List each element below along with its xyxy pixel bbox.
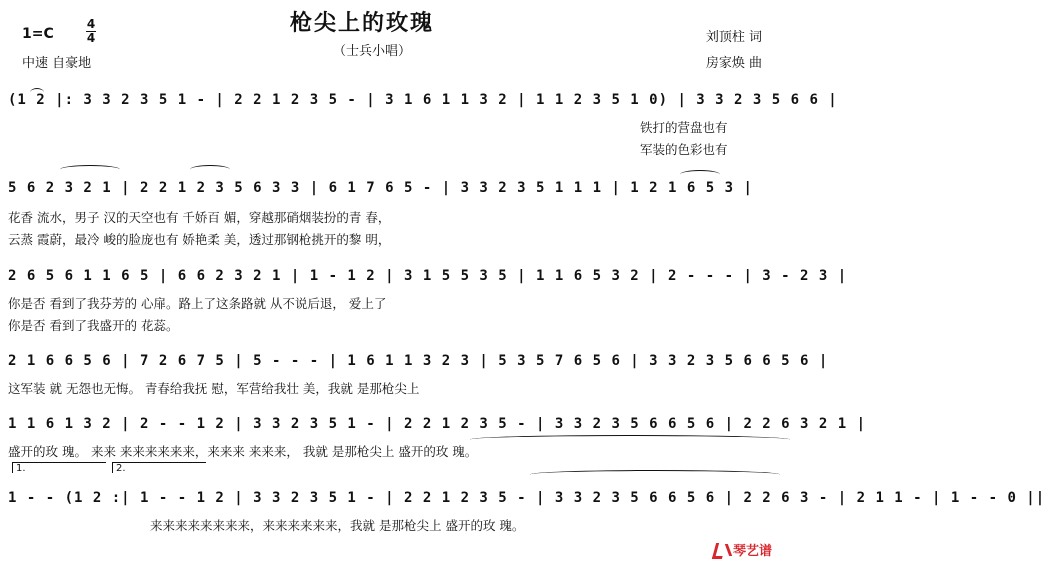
composer-credit: 房家焕 曲 (705, 56, 762, 71)
lyric-line-1-verse-2: 军装的色彩也有 (640, 142, 728, 157)
logo-icon (713, 542, 729, 558)
key-signature: 1=C (22, 26, 54, 42)
lyricist-credit: 刘顶柱 词 (705, 30, 762, 45)
notation-line-1: (1 2 |: 3 3 2 3 5 1 - | 2 2 1 2 3 5 - | 3 1 6 1 1 3 2 | 1 1 2 3 5 1 0) | 3 3 2 3 5 6 6 | (8, 92, 838, 108)
slur (190, 165, 230, 174)
song-subtitle: （士兵小唱） (333, 44, 412, 59)
lyric-line-5: 盛开的玫 瑰。 来来 来来来来来来，来来来 来来来， 我就 是那枪尖上 盛开的玫 瑰。 (8, 444, 478, 459)
lyric-line-3-verse-2: 你是否 看到了我盛开的 花蕊。 (8, 318, 179, 333)
time-signature (86, 18, 96, 45)
lyric-line-4: 这军装 就 无怨也无悔。 青春给我抚 慰，军营给我壮 美，我就 是那枪尖上 (8, 381, 420, 396)
watermark-logo (713, 540, 772, 559)
notation-line-3: 2 6 5 6 1 1 6 5 | 6 6 2 3 2 1 | 1 - 1 2 | 3 1 5 5 3 5 | 1 1 6 5 3 2 | 2 - - - | 3 - 2 3 | (8, 268, 848, 284)
notation-line-2: 5 6 2 3 2 1 | 2 2 1 2 3 5 6 3 3 | 6 1 7 6 5 - | 3 3 2 3 5 1 1 1 | 1 2 1 6 5 3 | (8, 180, 753, 196)
song-title: 枪尖上的玫瑰 (290, 11, 435, 36)
meter-top: 4 (86, 17, 96, 31)
meter-bottom: 4 (86, 31, 96, 45)
slur (530, 470, 780, 479)
lyric-line-2-verse-1: 花香 流水，男子 汉的天空也有 千娇百 媚，穿越那硝烟装扮的青 春， (8, 210, 391, 225)
slur (60, 165, 120, 174)
slur (680, 170, 720, 179)
lyric-line-2-verse-2: 云蒸 霞蔚，最冷 峻的脸庞也有 娇艳柔 美，透过那钢枪挑开的黎 明， (8, 232, 391, 247)
volta-bracket-first: 1. (12, 462, 106, 473)
lyric-line-3-verse-1: 你是否 看到了我芬芳的 心扉。路上了这条路就 从不说后退， 爱上了 (8, 296, 387, 311)
watermark-text: 琴艺谱 (732, 544, 772, 559)
tempo-marking: 中速 自豪地 (22, 56, 92, 71)
volta-bracket-second: 2. (112, 462, 206, 473)
notation-line-5: 1 1 6 1 3 2 | 2 - - 1 2 | 3 3 2 3 5 1 - | 2 2 1 2 3 5 - | 3 3 2 3 5 6 6 5 6 | 2 2 6 3 2 1 | (8, 416, 867, 432)
lyric-line-6: 来来来来来来来来，来来来来来来，我就 是那枪尖上 盛开的玫 瑰。 (150, 518, 525, 533)
notation-line-6: 1 - - (1 2 :| 1 - - 1 2 | 3 3 2 3 5 1 - | 2 2 1 2 3 5 - | 3 3 2 3 5 6 6 5 6 | 2 2 6 3 - | 2 1 1 - | 1 - - 0 || (8, 490, 1045, 506)
notation-line-4: 2 1 6 6 5 6 | 7 2 6 7 5 | 5 - - - | 1 6 1 1 3 2 3 | 5 3 5 7 6 5 6 | 3 3 2 3 5 6 6 5 6 | (8, 353, 829, 369)
lyric-line-1-verse-1: 铁打的营盘也有 (640, 120, 728, 135)
